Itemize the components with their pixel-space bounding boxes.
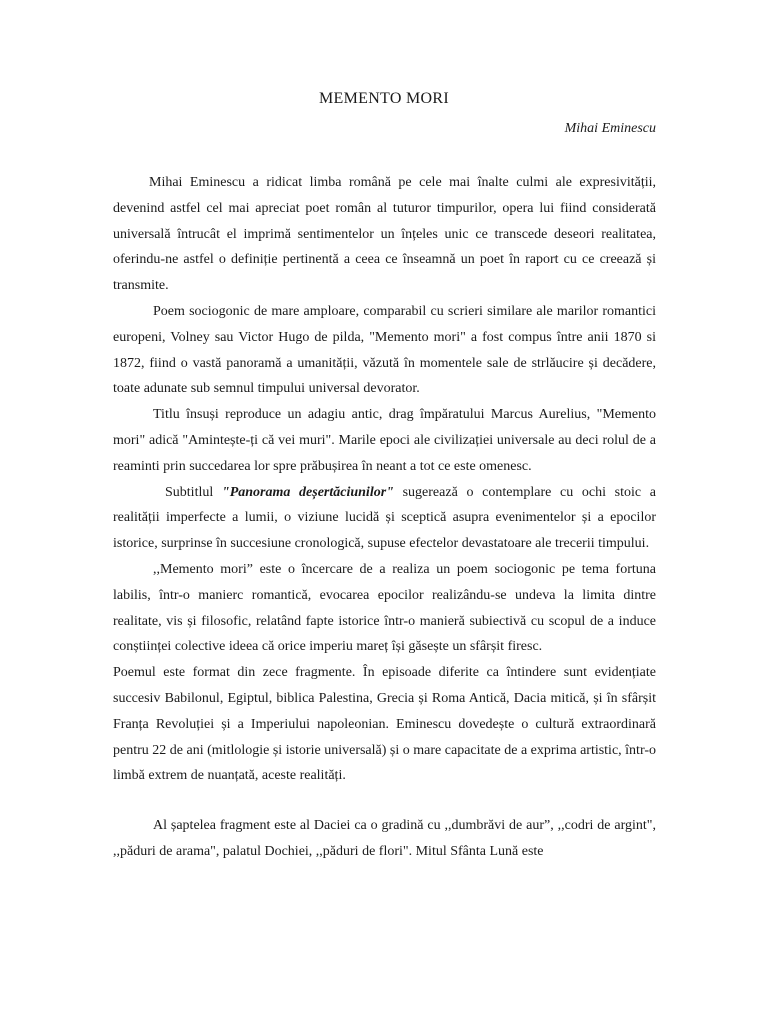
document-title: MEMENTO MORI bbox=[319, 90, 449, 107]
paragraph-fortuna-labilis: ,,Memento mori” este o încercare de a realiza un poem sociogonic pe tema fortuna labilis, într-o manierc romantică, evocarea epocilor realizându-se undeva la limita dintre realitate, vis și filosofic, relatând fapte istorice într-o manieră subiectivă cu scopul de a induce conștiinței colective ideea că orice imperiu mareț își găsește un sfârșit firesc. bbox=[113, 561, 656, 655]
paragraph-sociogonic: Poem sociogonic de mare amploare, comparabil cu scrieri similare ale marilor romantici europeni, Volney sau Victor Hugo de pilda, "Memento mori" a fost compus între anii 1870 si 1872, fiind o vastă panoramă a umanității, văzută în momentele sale de strlăucire și decădere, toate adunate sub semnul timpului universal devorator. bbox=[113, 303, 656, 397]
paragraph-dacia: Al șaptelea fragment este al Daciei ca o gradină cu ,,dumbrăvi de aur”, ,,codri de argint", ,,păduri de arama", palatul Dochiei, ,,păduri de flori". Mitul Sfânta Lună este bbox=[113, 818, 656, 859]
paragraph-fragments: Poemul este format din zece fragmente. În episoade diferite ca întindere sunt evidențiate succesiv Babilonul, Egiptul, biblica Palestina, Grecia și Roma Antică, Dacia mitică, și în sfârșit Franța Revoluției și a Imperiului napoleonian. Eminescu dovedește o cultură extraordinară pentru 22 de ani (mitlologie și istorie universală) și o mare capacitate de a exprima artistic, într-o limbă extrem de nuanțată, aceste realități. bbox=[113, 665, 656, 784]
subtitle-emphasis: "Panorama deșertăciunilor" bbox=[221, 484, 394, 500]
paragraph-intro: Mihai Eminescu a ridicat limba română pe cele mai înalte culmi ale expresivității, devenind astfel cel mai apreciat poet român al tuturor timpurilor, opera lui fiind considerată universală întrucât el imprimă sentimentelor un înțeles unic ce transcede deseori realitatea, oferindu-ne astfel o definiție pertinentă a ceea ce înseamnă un poet în raport cu ce creează și transmite. bbox=[113, 175, 656, 294]
paragraph-subtitle bbox=[113, 480, 656, 557]
document-author: Mihai Eminescu bbox=[564, 121, 656, 136]
document-body bbox=[113, 170, 656, 865]
paragraph-title-meaning: Titlu însuși reproduce un adagiu antic, drag împăratului Marcus Aurelius, "Memento mori" adică "Amintește-ți că vei muri". Marile epoci ale civilizației universale au deci rolul de a reaminti prin succedarea lor spre prăbușirea în neant a tot ce este omenesc. bbox=[113, 407, 656, 474]
subtitle-lead-text: Subtitlul bbox=[165, 484, 222, 500]
subtitle-trail-text: sugerează o contemplare cu ochi stoic a realității imperfecte a lumii, o viziune lucidă și sceptică asupra evenimentelor și a epocilor istorice, surprinse în succesiune cronologică, supuse efectelor devastatoare ale trecerii timpului. bbox=[113, 484, 657, 552]
paragraph-spacer bbox=[113, 789, 656, 813]
